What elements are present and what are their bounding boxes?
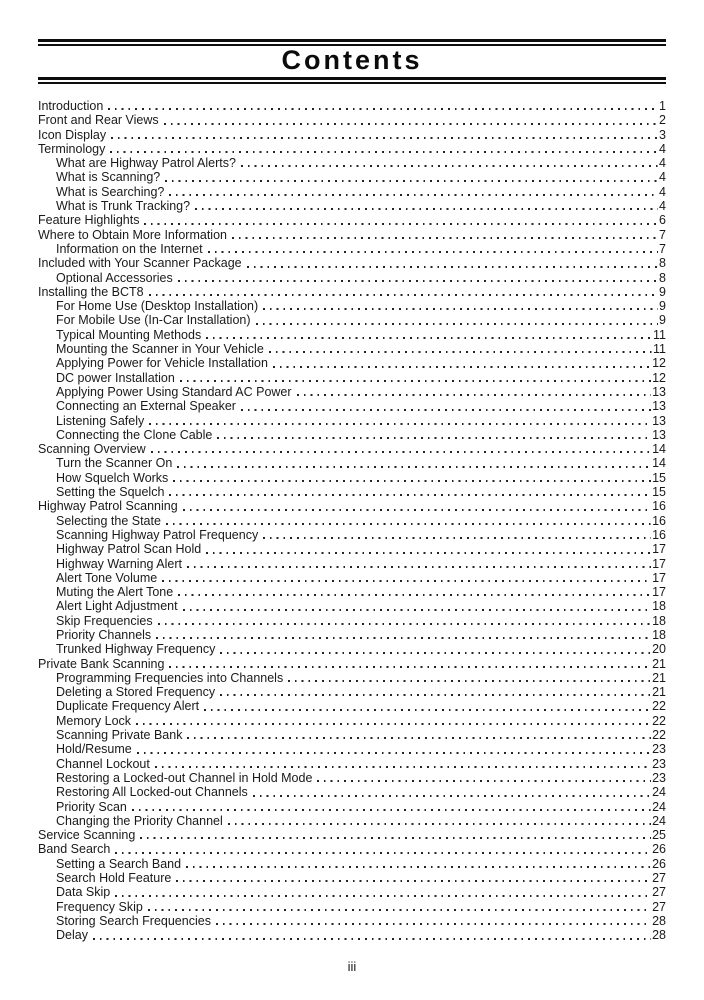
dot-leader	[186, 866, 651, 868]
toc-entry-page: 23	[652, 756, 666, 771]
toc-entry-label: What is Searching?	[56, 184, 165, 199]
dot-leader	[169, 494, 651, 496]
toc-entry	[38, 456, 666, 470]
toc-entry-page: 12	[652, 370, 666, 385]
toc-entry-page: 4	[659, 141, 666, 156]
toc-entry-page: 27	[652, 885, 666, 900]
toc-entry	[38, 771, 666, 785]
toc-entry-label: Typical Mounting Methods	[56, 327, 202, 342]
toc-entry-label: Turn the Scanner On	[56, 456, 173, 471]
toc-entry-page: 17	[652, 570, 666, 585]
dot-leader	[162, 580, 651, 582]
toc-entry-page: 14	[652, 442, 666, 457]
toc-entry-label: Restoring a Locked-out Channel in Hold Mode	[56, 770, 313, 785]
toc-entry-page: 2	[659, 113, 666, 128]
toc-entry-page: 7	[659, 241, 666, 256]
toc-entry	[38, 271, 666, 285]
toc-entry-label: Where to Obtain More Information	[38, 227, 227, 242]
toc-entry-label: Introduction	[38, 99, 104, 113]
toc-entry-label: Highway Patrol Scan Hold	[56, 542, 202, 557]
toc-entry-label: Listening Safely	[56, 413, 145, 428]
toc-entry-label: Applying Power Using Standard AC Power	[56, 384, 292, 399]
toc-entry-page: 22	[652, 699, 666, 714]
toc-entry-page: 24	[652, 799, 666, 814]
toc-entry-page: 23	[652, 770, 666, 785]
toc-entry-page: 8	[659, 270, 666, 285]
dot-leader	[232, 237, 658, 239]
toc-entry	[38, 242, 666, 256]
dot-leader	[241, 409, 651, 411]
toc-entry	[38, 842, 666, 856]
toc-entry-page: 16	[652, 527, 666, 542]
dot-leader	[108, 108, 658, 110]
dot-leader	[165, 180, 658, 182]
toc-entry	[38, 228, 666, 242]
dot-leader	[149, 294, 658, 296]
dot-leader	[137, 752, 651, 754]
toc-entry-label: Skip Frequencies	[56, 613, 153, 628]
dot-leader	[111, 137, 658, 139]
toc-entry	[38, 256, 666, 270]
toc-entry-page: 27	[652, 871, 666, 886]
dot-leader	[169, 666, 651, 668]
toc-entry-page: 15	[652, 470, 666, 485]
toc-entry	[38, 871, 666, 885]
toc-entry-page: 14	[652, 456, 666, 471]
toc-entry-label: Trunked Highway Frequency	[56, 642, 216, 657]
toc-entry-page: 8	[659, 256, 666, 271]
dot-leader	[297, 394, 652, 396]
toc-entry-label: DC power Installation	[56, 370, 175, 385]
toc-entry-page: 9	[659, 313, 666, 328]
toc-entry-page: 28	[652, 928, 666, 943]
dot-leader	[151, 451, 651, 453]
toc-entry-label: Setting the Squelch	[56, 485, 165, 500]
toc-entry-label: Programming Frequencies into Channels	[56, 670, 284, 685]
toc-entry-page: 22	[652, 713, 666, 728]
toc-entry-page: 7	[659, 227, 666, 242]
toc-entry-label: Connecting the Clone Cable	[56, 427, 213, 442]
toc-entry-label: Highway Warning Alert	[56, 556, 182, 571]
toc-entry-page: 18	[652, 627, 666, 642]
toc-entry-label: Frequency Skip	[56, 899, 143, 914]
toc-entry	[38, 299, 666, 313]
toc-entry-label: Mounting the Scanner in Your Vehicle	[56, 342, 264, 357]
toc-entry-label: Service Scanning	[38, 828, 136, 843]
toc-entry	[38, 414, 666, 428]
toc-entry-label: Deleting a Stored Frequency	[56, 685, 216, 700]
toc-entry-page: 25	[652, 828, 666, 843]
toc-entry-label: Priority Channels	[56, 627, 152, 642]
dot-leader	[164, 123, 658, 125]
dot-leader	[155, 766, 651, 768]
toc-entry-page: 13	[652, 399, 666, 414]
page-title: Contents	[281, 45, 423, 75]
contents-section	[38, 39, 666, 943]
toc-entry-page: 13	[652, 427, 666, 442]
header-rule-bottom	[38, 77, 666, 84]
toc-entry	[38, 628, 666, 642]
dot-leader	[288, 680, 651, 682]
folio-page-number: iii	[347, 959, 357, 974]
toc-entry-page: 17	[652, 542, 666, 557]
toc-entry-label: Front and Rear Views	[38, 113, 159, 128]
toc-entry-label: Hold/Resume	[56, 742, 132, 757]
toc-entry-label: Data Skip	[56, 885, 111, 900]
toc-entry	[38, 170, 666, 184]
toc-entry-page: 26	[652, 842, 666, 857]
dot-leader	[144, 223, 658, 225]
dot-leader	[204, 709, 651, 711]
toc-entry-page: 24	[652, 785, 666, 800]
toc-entry	[38, 900, 666, 914]
toc-entry	[38, 642, 666, 656]
toc-entry-label: Optional Accessories	[56, 270, 173, 285]
toc-entry	[38, 728, 666, 742]
toc-entry-label: Changing the Priority Channel	[56, 813, 223, 828]
toc-entry	[38, 285, 666, 299]
toc-entry	[38, 499, 666, 513]
toc-entry	[38, 199, 666, 213]
toc-entry	[38, 742, 666, 756]
toc-entry	[38, 828, 666, 842]
toc-entry-page: 20	[652, 642, 666, 657]
toc-entry-label: What is Scanning?	[56, 170, 161, 185]
toc-entry-page: 18	[652, 613, 666, 628]
dot-leader	[273, 366, 651, 368]
dot-leader	[180, 380, 651, 382]
toc-entry	[38, 542, 666, 556]
toc-entry-page: 6	[659, 213, 666, 228]
toc-list	[38, 99, 666, 943]
toc-entry-page: 21	[652, 670, 666, 685]
toc-entry	[38, 599, 666, 613]
dot-leader	[220, 652, 651, 654]
toc-entry-label: What is Trunk Tracking?	[56, 199, 191, 214]
dot-leader	[183, 609, 651, 611]
toc-entry-label: Search Hold Feature	[56, 871, 172, 886]
dot-leader	[228, 823, 651, 825]
toc-entry-page: 9	[659, 299, 666, 314]
toc-entry-page: 15	[652, 485, 666, 500]
dot-leader	[169, 194, 658, 196]
dot-leader	[217, 437, 651, 439]
toc-entry-page: 11	[653, 327, 666, 342]
dot-leader	[269, 351, 652, 353]
toc-entry	[38, 113, 666, 127]
dot-leader	[166, 523, 651, 525]
toc-entry	[38, 471, 666, 485]
toc-entry	[38, 928, 666, 942]
toc-entry-label: Terminology	[38, 141, 106, 156]
toc-entry-page: 4	[659, 156, 666, 171]
toc-entry-page: 28	[652, 913, 666, 928]
toc-entry-label: How Squelch Works	[56, 470, 169, 485]
toc-entry-label: Muting the Alert Tone	[56, 585, 174, 600]
toc-entry	[38, 699, 666, 713]
toc-entry	[38, 342, 666, 356]
toc-entry-page: 27	[652, 899, 666, 914]
dot-leader	[263, 537, 651, 539]
toc-entry-page: 9	[659, 284, 666, 299]
toc-entry-page: 24	[652, 813, 666, 828]
toc-entry	[38, 714, 666, 728]
toc-entry-label: Scanning Overview	[38, 442, 146, 457]
toc-entry-label: Selecting the State	[56, 513, 161, 528]
toc-entry	[38, 785, 666, 799]
toc-entry-label: Feature Highlights	[38, 213, 140, 228]
toc-entry	[38, 142, 666, 156]
toc-entry-label: Duplicate Frequency Alert	[56, 699, 200, 714]
toc-entry	[38, 685, 666, 699]
toc-entry	[38, 385, 666, 399]
dot-leader	[216, 923, 651, 925]
dot-leader	[173, 480, 651, 482]
toc-entry	[38, 757, 666, 771]
toc-entry	[38, 514, 666, 528]
toc-entry-label: Storing Search Frequencies	[56, 913, 211, 928]
dot-leader	[148, 909, 651, 911]
dot-leader	[136, 723, 651, 725]
toc-entry-label: What are Highway Patrol Alerts?	[56, 156, 236, 171]
toc-entry	[38, 128, 666, 142]
dot-leader	[178, 280, 658, 282]
dot-leader	[140, 837, 651, 839]
toc-entry	[38, 185, 666, 199]
toc-entry-label: Highway Patrol Scanning	[38, 499, 178, 514]
dot-leader	[187, 737, 651, 739]
toc-entry-label: Delay	[56, 928, 88, 943]
toc-entry	[38, 442, 666, 456]
dot-leader	[178, 594, 651, 596]
dot-leader	[220, 694, 651, 696]
dot-leader	[206, 337, 652, 339]
toc-entry	[38, 99, 666, 113]
toc-entry	[38, 213, 666, 227]
toc-entry-label: Setting a Search Band	[56, 856, 182, 871]
toc-entry	[38, 885, 666, 899]
toc-entry-page: 13	[652, 413, 666, 428]
dot-leader	[183, 509, 651, 511]
toc-entry	[38, 356, 666, 370]
page-footer	[0, 959, 704, 974]
dot-leader	[317, 780, 651, 782]
toc-entry	[38, 399, 666, 413]
toc-entry	[38, 657, 666, 671]
dot-leader	[115, 852, 651, 854]
toc-entry-page: 17	[652, 585, 666, 600]
dot-leader	[206, 552, 651, 554]
toc-entry	[38, 528, 666, 542]
dot-leader	[253, 795, 651, 797]
toc-entry-label: Band Search	[38, 842, 111, 857]
toc-entry	[38, 814, 666, 828]
toc-entry-label: Applying Power for Vehicle Installation	[56, 356, 268, 371]
toc-entry-page: 4	[659, 170, 666, 185]
toc-entry-label: For Mobile Use (In-Car Installation)	[56, 313, 251, 328]
toc-entry-label: Scanning Private Bank	[56, 728, 183, 743]
toc-entry-label: Private Bank Scanning	[38, 656, 165, 671]
toc-entry-label: Icon Display	[38, 127, 107, 142]
toc-entry-label: Channel Lockout	[56, 756, 150, 771]
dot-leader	[110, 151, 658, 153]
toc-entry-label: Installing the BCT8	[38, 284, 144, 299]
toc-entry-label: Restoring All Locked-out Channels	[56, 785, 248, 800]
toc-entry-page: 13	[652, 384, 666, 399]
toc-entry-page: 3	[659, 127, 666, 142]
toc-entry-label: Included with Your Scanner Package	[38, 256, 242, 271]
toc-entry	[38, 857, 666, 871]
toc-entry-page: 21	[652, 656, 666, 671]
dot-leader	[149, 423, 651, 425]
dot-leader	[247, 266, 658, 268]
toc-entry-page: 16	[652, 499, 666, 514]
dot-leader	[158, 623, 652, 625]
toc-entry-page: 17	[652, 556, 666, 571]
toc-entry	[38, 585, 666, 599]
dot-leader	[187, 566, 651, 568]
toc-entry-label: Alert Light Adjustment	[56, 599, 178, 614]
toc-entry	[38, 313, 666, 327]
toc-entry	[38, 571, 666, 585]
toc-entry-page: 11	[653, 342, 666, 357]
toc-entry	[38, 328, 666, 342]
toc-entry	[38, 800, 666, 814]
toc-entry-page: 22	[652, 728, 666, 743]
toc-entry-label: For Home Use (Desktop Installation)	[56, 299, 259, 314]
toc-entry-page: 26	[652, 856, 666, 871]
dot-leader	[256, 323, 659, 325]
toc-entry	[38, 557, 666, 571]
toc-entry-page: 18	[652, 599, 666, 614]
toc-entry-label: Scanning Highway Patrol Frequency	[56, 527, 259, 542]
toc-entry-page: 16	[652, 513, 666, 528]
dot-leader	[156, 637, 651, 639]
dot-leader	[177, 466, 651, 468]
toc-entry-label: Information on the Internet	[56, 241, 203, 256]
toc-entry-label: Connecting an External Speaker	[56, 399, 236, 414]
toc-entry-label: Alert Tone Volume	[56, 570, 158, 585]
toc-entry-page: 21	[652, 685, 666, 700]
dot-leader	[208, 251, 658, 253]
dot-leader	[132, 809, 651, 811]
toc-entry	[38, 156, 666, 170]
dot-leader	[115, 895, 651, 897]
toc-entry	[38, 485, 666, 499]
toc-entry-page: 23	[652, 742, 666, 757]
dot-leader	[195, 208, 658, 210]
toc-entry	[38, 614, 666, 628]
toc-entry	[38, 371, 666, 385]
dot-leader	[263, 308, 658, 310]
dot-leader	[176, 880, 651, 882]
toc-entry	[38, 428, 666, 442]
toc-entry-page: 4	[659, 199, 666, 214]
toc-entry-page: 12	[652, 356, 666, 371]
toc-entry	[38, 671, 666, 685]
toc-entry-page: 1	[659, 99, 666, 113]
toc-entry-label: Memory Lock	[56, 713, 132, 728]
toc-entry	[38, 914, 666, 928]
dot-leader	[241, 165, 658, 167]
toc-entry-page: 4	[659, 184, 666, 199]
toc-entry-label: Priority Scan	[56, 799, 127, 814]
dot-leader	[93, 938, 651, 940]
